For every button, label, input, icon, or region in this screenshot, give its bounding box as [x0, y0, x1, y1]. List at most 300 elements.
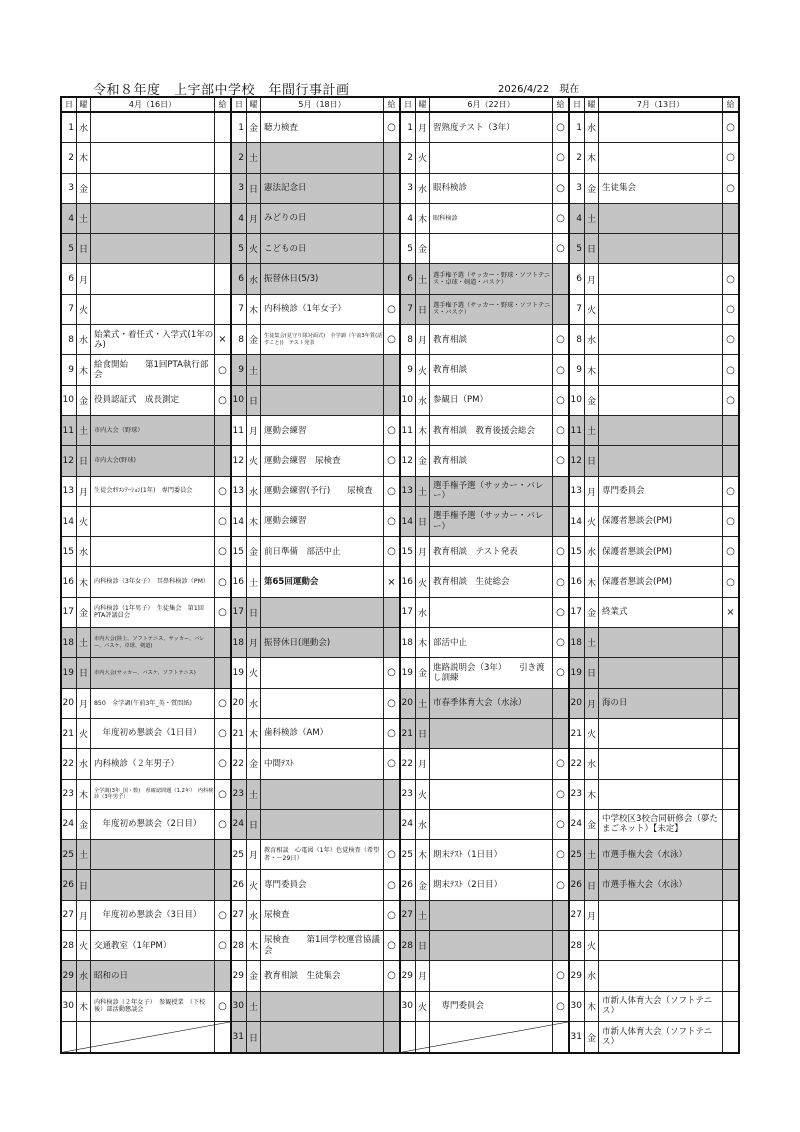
weekday: 水	[585, 325, 599, 354]
month-header-row	[401, 98, 568, 113]
day-number: 21	[62, 719, 77, 748]
weekday: 金	[585, 1022, 599, 1052]
day-number: 2	[232, 143, 247, 172]
day-row	[401, 325, 568, 355]
event-text	[599, 264, 723, 293]
day-number: 28	[232, 931, 247, 960]
day-number: 30	[570, 992, 585, 1021]
day-number: 11	[570, 416, 585, 445]
event-text	[599, 295, 723, 324]
day-row	[232, 113, 399, 143]
day-row	[232, 477, 399, 507]
event-text	[599, 628, 723, 657]
day-number: 29	[62, 961, 77, 990]
lunch-mark	[723, 810, 738, 839]
day-row	[570, 446, 738, 476]
day-number: 5	[401, 234, 416, 263]
day-row	[232, 264, 399, 294]
day-number: 24	[232, 810, 247, 839]
event-text: 運動会練習	[261, 507, 384, 536]
weekday: 月	[77, 689, 91, 718]
day-number: 7	[62, 295, 77, 324]
lunch-mark	[215, 234, 230, 263]
event-text	[91, 507, 215, 536]
day-number: 13	[62, 477, 77, 506]
weekday: 日	[416, 295, 430, 324]
day-row	[401, 537, 568, 567]
lunch-mark	[723, 446, 738, 475]
month-label: 5月（18日）	[261, 98, 384, 111]
day-row	[401, 507, 568, 537]
day-row	[232, 749, 399, 779]
weekday: 火	[247, 870, 261, 899]
event-text: 年度初め懇談会（1日目）	[91, 719, 215, 748]
day-row	[570, 264, 738, 294]
day-row	[570, 567, 738, 597]
lunch-mark: ○	[556, 788, 565, 800]
event-text	[430, 780, 553, 809]
weekday: 火	[585, 719, 599, 748]
event-text: 生徒会ｵﾘｴﾝﾃｰｼｮﾝ(1年) 専門委員会	[91, 477, 215, 506]
day-number: 27	[570, 901, 585, 930]
event-text: 振替休日(運動会)	[261, 628, 384, 657]
event-text: 保護者懇談会(PM)	[599, 537, 723, 566]
lunch-mark: ○	[556, 122, 565, 134]
day-row	[401, 446, 568, 476]
weekday: 月	[77, 901, 91, 930]
day-number: 19	[62, 658, 77, 687]
weekday: 日	[247, 174, 261, 203]
weekday: 金	[77, 810, 91, 839]
lunch-mark: ×	[726, 606, 735, 618]
day-number: 25	[232, 840, 247, 869]
weekday: 日	[247, 598, 261, 627]
lunch-mark: ○	[387, 697, 396, 709]
day-number: 13	[570, 477, 585, 506]
lunch-header: 給	[387, 100, 396, 109]
lunch-mark: ○	[556, 879, 565, 891]
lunch-mark: ○	[726, 152, 735, 164]
event-text	[430, 749, 553, 778]
day-number: 20	[232, 689, 247, 718]
event-text: 期末ﾃｽﾄ（2日目）	[430, 870, 553, 899]
day-row	[62, 931, 230, 961]
day-row	[401, 174, 568, 204]
event-text: 内科検診（1年女子）	[261, 295, 384, 324]
event-text: 教育相談	[430, 325, 553, 354]
day-row	[401, 113, 568, 143]
day-row	[401, 234, 568, 264]
day-row	[62, 174, 230, 204]
lunch-mark	[215, 295, 230, 324]
day-row	[232, 174, 399, 204]
lunch-mark: ○	[726, 303, 735, 315]
event-text: 海の日	[599, 689, 723, 718]
lunch-mark	[215, 416, 230, 445]
weekday: 火	[77, 507, 91, 536]
event-text: 第65回運動会	[261, 567, 384, 596]
lunch-mark	[723, 992, 738, 1021]
weekday: 金	[247, 961, 261, 990]
weekday: 火	[416, 992, 430, 1021]
event-text	[599, 780, 723, 809]
event-text: 市新人体育大会（ソフトテニス）	[599, 1022, 723, 1052]
day-row	[401, 477, 568, 507]
day-row	[232, 1022, 399, 1052]
event-text	[599, 143, 723, 172]
event-text: 昭和の日	[91, 961, 215, 990]
lunch-mark: ○	[556, 425, 565, 437]
event-text: 市内大会(陸上、ソフトテニス、サッカー、バレー、バスケ、卓球、剣道)	[91, 628, 215, 657]
weekday: 木	[247, 295, 261, 324]
lunch-mark: ○	[387, 546, 396, 558]
weekday: 木	[585, 567, 599, 596]
weekday: 日	[247, 386, 261, 415]
lunch-mark: ○	[556, 334, 565, 346]
lunch-mark: ○	[726, 334, 735, 346]
weekday: 土	[416, 689, 430, 718]
lunch-mark: ○	[387, 303, 396, 315]
day-row	[401, 810, 568, 840]
day-number: 20	[570, 689, 585, 718]
weekday: 水	[416, 386, 430, 415]
lunch-mark: ×	[218, 334, 227, 346]
lunch-mark: ○	[387, 849, 396, 861]
day-row	[570, 992, 738, 1022]
weekday: 水	[247, 901, 261, 930]
event-text	[91, 204, 215, 233]
day-number: 23	[62, 780, 77, 809]
lunch-mark: ○	[387, 516, 396, 527]
day-row	[401, 840, 568, 870]
month-column	[232, 98, 401, 1052]
event-text	[91, 264, 215, 293]
event-text	[599, 446, 723, 475]
weekday: 木	[416, 628, 430, 657]
lunch-mark	[723, 689, 738, 718]
strike-line	[62, 1022, 230, 1052]
weekday: 金	[416, 658, 430, 687]
lunch-mark	[723, 1022, 738, 1052]
lunch-mark: ○	[218, 485, 227, 497]
event-text	[261, 810, 384, 839]
month-header-row	[232, 98, 399, 113]
day-row	[570, 931, 738, 961]
weekday: 金	[77, 598, 91, 627]
weekday: 土	[247, 780, 261, 809]
weekday: 火	[585, 931, 599, 960]
lunch-mark	[384, 264, 399, 293]
weekday: 土	[77, 416, 91, 445]
day-number: 21	[570, 719, 585, 748]
weekday: 金	[247, 325, 261, 354]
weekday: 土	[416, 901, 430, 930]
day-number: 9	[401, 355, 416, 384]
month-column	[570, 98, 738, 1052]
day-number: 10	[401, 386, 416, 415]
day-header: 日	[401, 98, 416, 111]
lunch-mark: ○	[387, 485, 396, 497]
weekday: 火	[416, 355, 430, 384]
lunch-mark: ○	[218, 1000, 227, 1012]
lunch-mark: ○	[556, 637, 565, 649]
weekday: 木	[77, 143, 91, 172]
weekday: 水	[585, 113, 599, 142]
day-number: 6	[401, 264, 416, 293]
day-number: 22	[401, 749, 416, 778]
month-label: 7月（13日）	[599, 98, 723, 111]
lunch-mark: ○	[556, 576, 565, 588]
event-text	[91, 870, 215, 899]
weekday: 金	[416, 870, 430, 899]
event-text: 尿検査	[261, 901, 384, 930]
weekday: 金	[416, 446, 430, 475]
day-number: 27	[62, 901, 77, 930]
event-text	[261, 992, 384, 1021]
weekday: 土	[77, 204, 91, 233]
event-text: 習熟度テスト（3年）	[430, 113, 553, 142]
day-number: 28	[62, 931, 77, 960]
weekday: 月	[247, 204, 261, 233]
event-text: 歯科検診（AM）	[261, 719, 384, 748]
day-row	[62, 628, 230, 658]
lunch-mark	[723, 749, 738, 778]
event-text: 内科検診（２年女子） 参観授業 （下校後）部活動懇談会	[91, 992, 215, 1021]
day-row	[570, 386, 738, 416]
day-number: 31	[232, 1022, 247, 1052]
day-number: 4	[570, 204, 585, 233]
lunch-mark	[215, 961, 230, 990]
weekday: 月	[585, 264, 599, 293]
day-number: 3	[570, 174, 585, 203]
event-text	[261, 598, 384, 627]
day-number: 7	[401, 295, 416, 324]
lunch-mark: ○	[726, 273, 735, 285]
event-text	[430, 931, 553, 960]
event-text: 憲法記念日	[261, 174, 384, 203]
day-row	[232, 840, 399, 870]
event-text: 内科検診（3年女子） 耳鼻科検診（PM）	[91, 567, 215, 596]
lunch-mark	[215, 658, 230, 687]
lunch-mark: ○	[218, 364, 227, 376]
event-text	[261, 780, 384, 809]
event-text: 眼科検診	[430, 174, 553, 203]
event-text	[261, 386, 384, 415]
weekday: 火	[77, 931, 91, 960]
lunch-header: 給	[218, 100, 227, 109]
month-column	[62, 98, 232, 1052]
lunch-mark: ○	[556, 455, 565, 467]
weekday: 日	[77, 870, 91, 899]
day-number: 10	[232, 386, 247, 415]
weekday: 月	[247, 628, 261, 657]
lunch-mark: ○	[726, 182, 735, 194]
weekday: 水	[247, 264, 261, 293]
day-row	[232, 295, 399, 325]
day-number: 9	[62, 355, 77, 384]
day-number: 15	[62, 537, 77, 566]
day-number: 9	[232, 355, 247, 384]
day-row	[232, 992, 399, 1022]
day-header: 日	[232, 98, 247, 111]
lunch-mark: ○	[556, 546, 565, 558]
lunch-mark: ○	[387, 122, 396, 134]
lunch-mark	[723, 628, 738, 657]
weekday-header: 曜	[247, 98, 261, 111]
weekday: 水	[77, 961, 91, 990]
event-text: 前日準備 部活中止	[261, 537, 384, 566]
day-number: 26	[401, 870, 416, 899]
day-row	[232, 537, 399, 567]
weekday: 月	[247, 840, 261, 869]
event-text	[261, 1022, 384, 1052]
day-row	[232, 810, 399, 840]
event-text: 専門委員会	[599, 477, 723, 506]
event-text: 進路説明会（3年） 引き渡し訓練	[430, 658, 553, 687]
event-text: 運動会練習(予行) 尿検査	[261, 477, 384, 506]
day-number: 2	[401, 143, 416, 172]
lunch-mark	[384, 810, 399, 839]
lunch-mark	[215, 628, 230, 657]
day-number: 7	[570, 295, 585, 324]
day-row	[62, 810, 230, 840]
weekday: 火	[585, 507, 599, 536]
day-number: 1	[232, 113, 247, 142]
lunch-mark: ○	[218, 546, 227, 558]
day-row	[401, 689, 568, 719]
lunch-mark	[384, 355, 399, 384]
day-number: 20	[401, 689, 416, 718]
day-row	[62, 840, 230, 870]
day-number: 1	[62, 113, 77, 142]
lunch-mark	[215, 113, 230, 142]
day-number: 6	[570, 264, 585, 293]
weekday: 日	[247, 810, 261, 839]
day-number: 13	[401, 477, 416, 506]
event-text: 保護者懇談会(PM)	[599, 507, 723, 536]
lunch-mark	[553, 901, 568, 930]
day-number: 2	[570, 143, 585, 172]
day-number: 15	[401, 537, 416, 566]
day-row	[401, 628, 568, 658]
day-row	[401, 749, 568, 779]
event-text	[430, 598, 553, 627]
day-row	[232, 143, 399, 173]
blank-row	[401, 1022, 568, 1052]
day-row	[62, 961, 230, 991]
day-row	[401, 355, 568, 385]
weekday: 月	[416, 113, 430, 142]
day-row	[401, 931, 568, 961]
weekday: 火	[416, 143, 430, 172]
event-text: 始業式・着任式・入学式(1年のみ)	[91, 325, 215, 354]
weekday: 金	[247, 537, 261, 566]
day-row	[570, 689, 738, 719]
day-row	[401, 295, 568, 325]
lunch-mark	[723, 901, 738, 930]
day-number: 30	[62, 992, 77, 1021]
day-row	[232, 628, 399, 658]
day-row	[62, 992, 230, 1022]
day-header: 日	[570, 98, 585, 111]
event-text: 市選手権大会（水泳）	[599, 870, 723, 899]
lunch-mark: ○	[218, 940, 227, 952]
day-number: 16	[62, 567, 77, 596]
day-row	[232, 325, 399, 355]
lunch-mark: ○	[218, 758, 227, 770]
day-row	[232, 961, 399, 991]
event-text	[599, 355, 723, 384]
day-number: 29	[401, 961, 416, 990]
day-row	[570, 719, 738, 749]
month-label: 4月（16日）	[91, 98, 215, 111]
weekday: 土	[585, 628, 599, 657]
day-number: 4	[401, 204, 416, 233]
day-number: 9	[570, 355, 585, 384]
day-number: 12	[232, 446, 247, 475]
lunch-mark: ○	[556, 1000, 565, 1012]
weekday-header: 曜	[77, 98, 91, 111]
day-row	[232, 598, 399, 628]
day-row	[62, 113, 230, 143]
lunch-mark	[384, 234, 399, 263]
day-row	[62, 325, 230, 355]
day-number: 22	[570, 749, 585, 778]
weekday: 月	[585, 689, 599, 718]
day-number: 22	[232, 749, 247, 778]
lunch-mark: ○	[218, 728, 227, 740]
event-text: 市内大会（野球）	[91, 416, 215, 445]
weekday: 水	[77, 537, 91, 566]
event-text	[430, 143, 553, 172]
weekday: 月	[585, 901, 599, 930]
day-number: 28	[570, 931, 585, 960]
lunch-mark	[215, 143, 230, 172]
lunch-mark: ○	[218, 909, 227, 921]
day-row	[401, 901, 568, 931]
day-number: 8	[570, 325, 585, 354]
event-text: 市春季体育大会（水泳）	[430, 689, 553, 718]
day-number: 26	[62, 870, 77, 899]
weekday: 木	[77, 355, 91, 384]
event-text	[599, 719, 723, 748]
day-row	[62, 295, 230, 325]
weekday: 土	[77, 628, 91, 657]
event-text: 専門委員会	[430, 992, 553, 1021]
lunch-mark	[215, 204, 230, 233]
event-text: 中学校区3校合同研修会（夢たまごネット）【未定】	[599, 810, 723, 839]
day-row	[232, 870, 399, 900]
event-text	[599, 234, 723, 263]
weekday: 木	[416, 840, 430, 869]
weekday: 日	[77, 658, 91, 687]
day-row	[62, 658, 230, 688]
month-label: 6月（22日）	[430, 98, 553, 111]
day-number: 30	[232, 992, 247, 1021]
day-row	[570, 234, 738, 264]
lunch-mark	[723, 719, 738, 748]
lunch-mark: ○	[726, 516, 735, 527]
day-number: 14	[232, 507, 247, 536]
lunch-header: 給	[726, 100, 735, 109]
day-row	[62, 264, 230, 294]
weekday: 火	[416, 780, 430, 809]
lunch-mark	[553, 477, 568, 506]
weekday: 日	[77, 234, 91, 263]
event-text: 年度初め懇談会（2日目）	[91, 810, 215, 839]
event-text	[261, 658, 384, 687]
weekday: 火	[247, 234, 261, 263]
